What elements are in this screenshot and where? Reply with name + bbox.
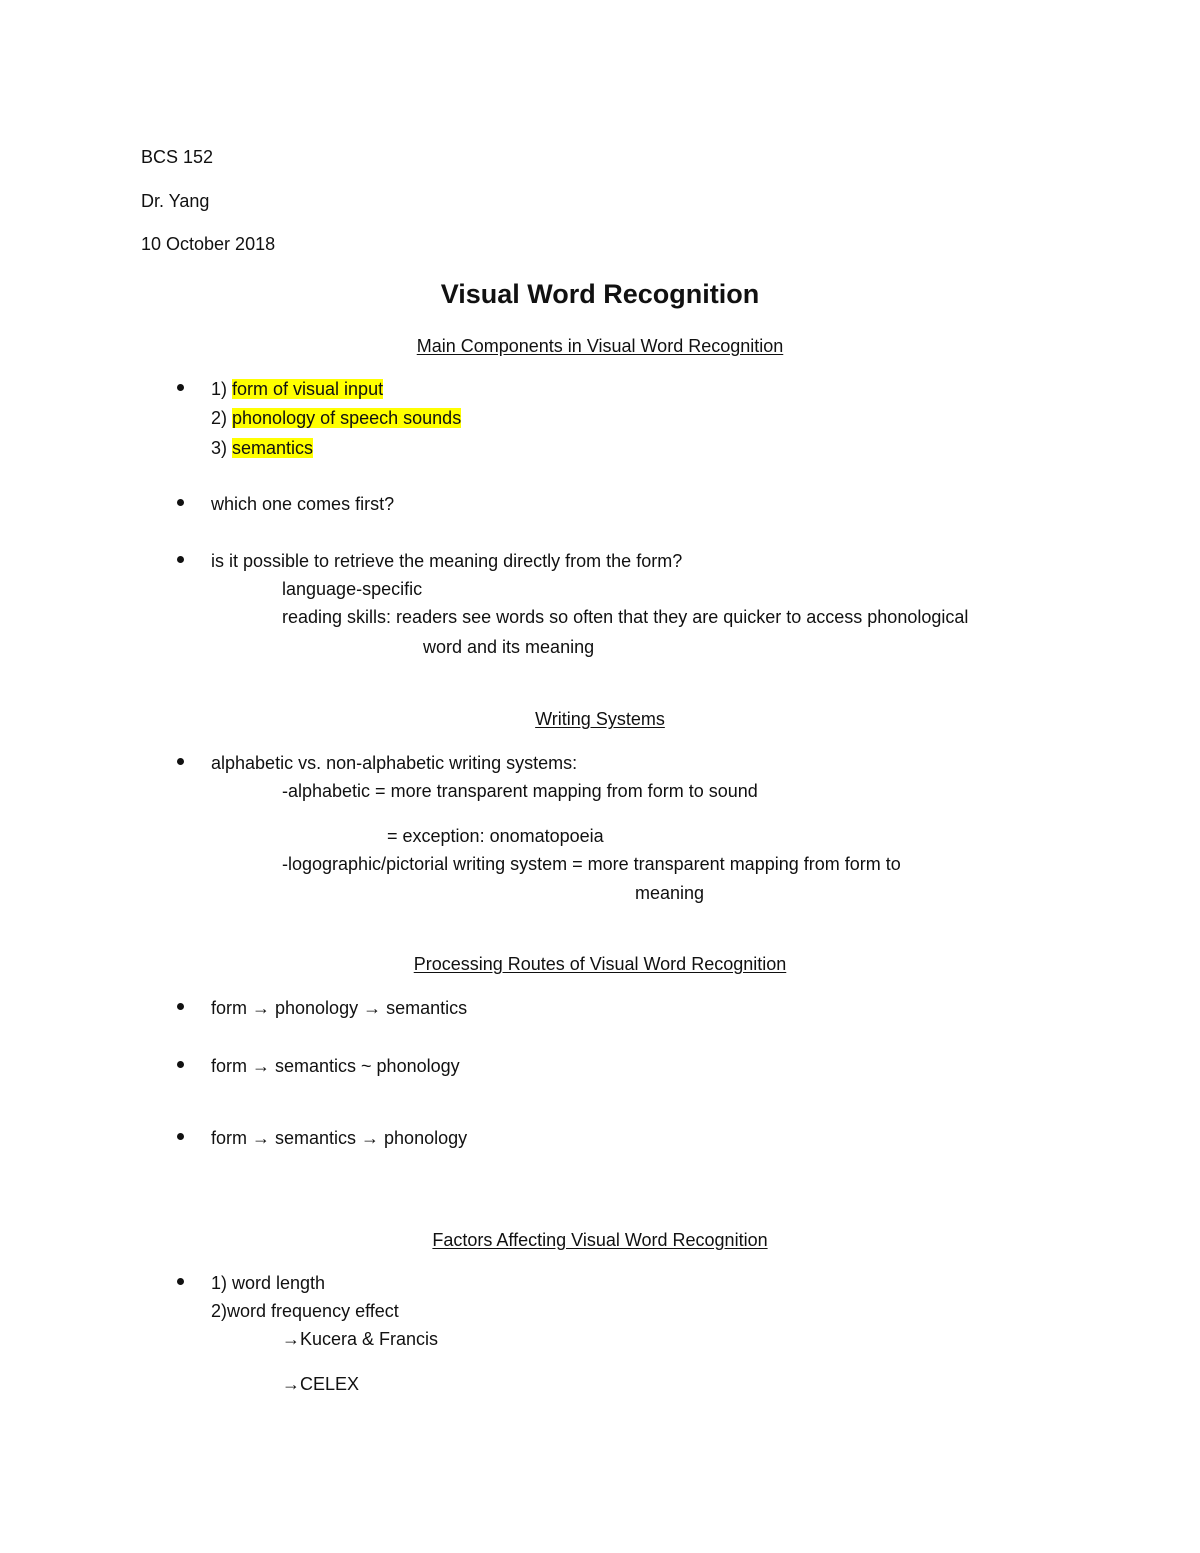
sub-language-specific: language-specific <box>282 579 423 599</box>
factor-word-length: 1) word length <box>211 1273 326 1293</box>
highlight-form: form of visual input <box>232 379 384 399</box>
highlight-semantics: semantics <box>232 438 314 458</box>
route-item: form → semantics ~ phonology <box>211 1056 460 1076</box>
route-item: form → phonology → semantics <box>211 998 468 1018</box>
document-date: 10 October 2018 <box>141 234 276 254</box>
section-writing-systems <box>0 708 1200 730</box>
processing-routes-heading: Processing Routes of Visual Word Recognition <box>413 954 787 974</box>
item-number: 1) <box>211 379 233 399</box>
list-item-form <box>211 378 383 400</box>
bullet-icon <box>177 1003 184 1010</box>
logographic-line-cont: meaning <box>635 883 705 903</box>
section-main-components <box>0 335 1200 357</box>
factors-heading: Factors Affecting Visual Word Recognition <box>432 1230 768 1250</box>
instructor-name: Dr. Yang <box>141 191 210 211</box>
item-number: 3) <box>211 438 233 458</box>
bullet-icon <box>177 384 184 391</box>
bullet-icon <box>177 499 184 506</box>
item-number: 2) <box>211 408 233 428</box>
sub-reading-skills-cont: word and its meaning <box>423 637 595 657</box>
list-item-semantics <box>211 437 313 459</box>
sub-kucera-francis: →Kucera & Francis <box>282 1329 439 1349</box>
list-item-phonology <box>211 407 461 429</box>
bullet-icon <box>177 556 184 563</box>
factor-word-frequency: 2)word frequency effect <box>211 1301 399 1321</box>
sub-celex: →CELEX <box>282 1374 360 1394</box>
alphabetic-line: -alphabetic = more transparent mapping from form to sound <box>282 781 758 801</box>
question-which-first: which one comes first? <box>211 494 395 514</box>
page-title: Visual Word Recognition <box>440 279 760 309</box>
bullet-icon <box>177 1061 184 1068</box>
writing-systems-heading: Writing Systems <box>535 709 665 729</box>
route-item: form → semantics → phonology <box>211 1128 468 1148</box>
course-code: BCS 152 <box>141 147 214 167</box>
highlight-phonology: phonology of speech sounds <box>232 408 462 428</box>
sub-reading-skills: reading skills: readers see words so often that they are quicker to access phonological <box>282 607 969 627</box>
bullet-icon <box>177 758 184 765</box>
question-retrieve-meaning: is it possible to retrieve the meaning directly from the form? <box>211 551 683 571</box>
section-factors <box>0 1229 1200 1251</box>
main-components-heading: Main Components in Visual Word Recognition <box>416 336 784 356</box>
logographic-line: -logographic/pictorial writing system = more transparent mapping from form to <box>282 854 901 874</box>
exception-line: = exception: onomatopoeia <box>387 826 604 846</box>
bullet-icon <box>177 1278 184 1285</box>
section-processing-routes <box>0 953 1200 975</box>
writing-systems-bullet: alphabetic vs. non-alphabetic writing systems: <box>211 753 578 773</box>
bullet-icon <box>177 1133 184 1140</box>
